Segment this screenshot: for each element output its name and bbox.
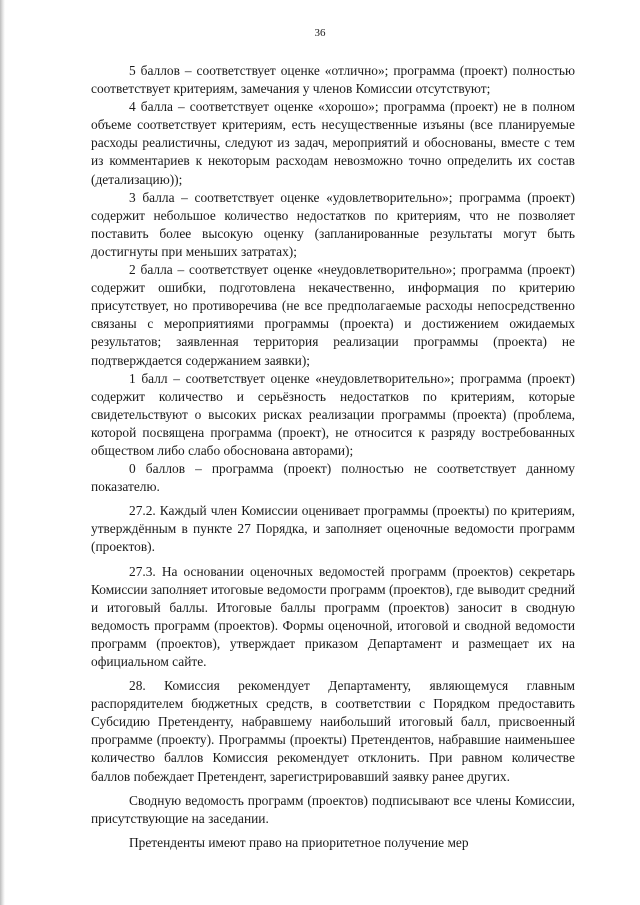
scan-edge [0,0,5,905]
paragraph-score-2: 2 балла – соответствует оценке «неудовлетворительно»; программа (проект) содержит ошибки, подготовлена некачественно, информация по критерию присутствует, но противоречива (не все предполагаемые расходы непосредственно связаны с мероприятиями программы (проекта) и достижением ожидаемых результатов; заявленная территория реализации программы (проекта) не подтверждается содержанием заявки); [91,262,575,368]
page-number: 36 [314,27,326,39]
paragraph-score-5: 5 баллов – соответствует оценке «отлично»; программа (проект) полностью соответствует критериям, замечания у членов Комиссии отсутствуют; [91,63,575,97]
document-body [91,62,575,852]
paragraph-28: 28. Комиссия рекомендует Департаменту, являющемуся главным распорядителем бюджетных средств, в соответствии с Порядком предоставить Субсидию Претенденту, набравшему наибольший итоговый балл, присвоенный программе (проекту). Программы (проекты) Претендентов, набравшие наименьшее количество баллов Комиссия рекомендует отклонить. При равном количестве баллов побеждает Претендент, зарегистрировавший заявку ранее других. [91,678,575,784]
paragraph-score-0: 0 баллов – программа (проект) полностью не соответствует данному показателю. [91,461,575,495]
paragraph-27-2: 27.2. Каждый член Комиссии оценивает программы (проекты) по критериям, утверждённым в пункте 27 Порядка, и заполняет оценочные ведомости программ (проектов). [91,503,575,555]
paragraph-applicants-priority: Претенденты имеют право на приоритетное получение мер [129,834,469,850]
paragraph-score-1: 1 балл – соответствует оценке «неудовлетворительно»; программа (проект) содержит количество и серьёзность недостатков по критериям, которые свидетельствуют о высоких рисках реализации программы (проекта) (проблема, которой посвящена программа (проект), не относится к разряду востребованных обществом либо слабо обоснована авторами); [91,370,575,458]
paragraph-summary-sheet: Сводную ведомость программ (проектов) подписывают все члены Комиссии, присутствующие на заседании. [91,792,575,826]
paragraph-27-3: 27.3. На основании оценочных ведомостей программ (проектов) секретарь Комиссии заполняет итоговые ведомости программ (проектов), где выводит средний и итоговый баллы. Итоговые баллы программ (проектов) заносит в сводную ведомость программ (проектов). Формы оценочной, итоговой и сводной ведомости программ (проектов), утверждает приказом Департамент и размещает их на официальном сайте. [91,563,575,669]
paragraph-score-4: 4 балла – соответствует оценке «хорошо»; программа (проект) не в полном объеме соответствует критериям, есть несущественные изъяны (все планируемые расходы реалистичны, следуют из задач, мероприятий и обоснованы, вместе с тем из комментариев к некоторым расходам невозможно точно определить их состав (детализацию)); [91,99,575,187]
paragraph-score-3: 3 балла – соответствует оценке «удовлетворительно»; программа (проект) содержит небольшое количество недостатков по критериям, что не позволяет поставить более высокую оценку (запланированные результаты могут быть достигнуты при меньших затратах); [91,189,575,259]
